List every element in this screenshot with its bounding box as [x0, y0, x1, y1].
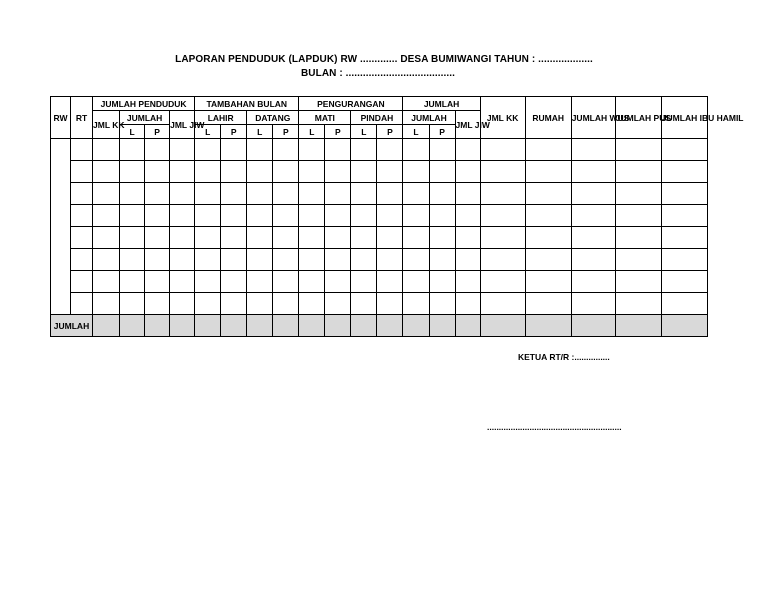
- table-cell[interactable]: [429, 161, 455, 183]
- table-cell[interactable]: [571, 227, 615, 249]
- table-cell[interactable]: [455, 227, 480, 249]
- table-cell[interactable]: [120, 293, 145, 315]
- total-cell[interactable]: [299, 315, 325, 337]
- table-cell[interactable]: [615, 205, 661, 227]
- table-cell[interactable]: [195, 139, 221, 161]
- table-cell[interactable]: [661, 249, 707, 271]
- lp-header-p: P: [325, 125, 351, 139]
- table-cell[interactable]: [525, 293, 571, 315]
- sub-header-mati: MATI: [299, 111, 351, 125]
- table-cell[interactable]: [480, 227, 525, 249]
- table-cell[interactable]: [525, 161, 571, 183]
- table-cell[interactable]: [273, 227, 299, 249]
- table-cell[interactable]: [571, 293, 615, 315]
- table-cell[interactable]: [71, 205, 93, 227]
- table-cell[interactable]: [221, 293, 247, 315]
- table-cell[interactable]: [273, 293, 299, 315]
- sub-header-pindah: PINDAH: [351, 111, 403, 125]
- table-cell[interactable]: [571, 271, 615, 293]
- group-header-tambahan-bulan: TAMBAHAN BULAN: [195, 97, 299, 111]
- table-cell[interactable]: [170, 183, 195, 205]
- table-row: [51, 183, 708, 205]
- col-header-jml-kk: JML KK: [480, 97, 525, 139]
- table-cell[interactable]: [403, 293, 429, 315]
- table-cell[interactable]: [273, 161, 299, 183]
- group-header-jumlah-penduduk: JUMLAH PENDUDUK: [93, 97, 195, 111]
- table-cell[interactable]: [325, 227, 351, 249]
- table-cell[interactable]: [71, 183, 93, 205]
- table-cell[interactable]: [195, 293, 221, 315]
- table-cell[interactable]: [247, 161, 273, 183]
- table-cell[interactable]: [325, 183, 351, 205]
- rw-cell[interactable]: [51, 139, 71, 315]
- population-report-table: [50, 96, 744, 337]
- table-cell[interactable]: [429, 249, 455, 271]
- table-cell[interactable]: [325, 271, 351, 293]
- table-cell[interactable]: [615, 227, 661, 249]
- table-cell[interactable]: [145, 249, 170, 271]
- ketua-rt-label: KETUA RT/R :...............: [518, 352, 610, 362]
- table-cell[interactable]: [325, 161, 351, 183]
- table-cell[interactable]: [170, 139, 195, 161]
- table-cell[interactable]: [195, 183, 221, 205]
- total-cell[interactable]: [273, 315, 299, 337]
- table-cell[interactable]: [120, 227, 145, 249]
- total-cell[interactable]: [615, 315, 661, 337]
- table-cell[interactable]: [221, 271, 247, 293]
- table-cell[interactable]: [221, 161, 247, 183]
- table-cell[interactable]: [403, 161, 429, 183]
- total-cell[interactable]: [351, 315, 377, 337]
- table-cell[interactable]: [221, 227, 247, 249]
- table-cell[interactable]: [221, 139, 247, 161]
- table-cell[interactable]: [377, 227, 403, 249]
- total-cell[interactable]: [525, 315, 571, 337]
- table-cell[interactable]: [120, 249, 145, 271]
- table-cell[interactable]: [221, 205, 247, 227]
- table-cell[interactable]: [480, 183, 525, 205]
- table-cell[interactable]: [480, 271, 525, 293]
- table-cell[interactable]: [571, 139, 615, 161]
- table-cell[interactable]: [145, 183, 170, 205]
- sub-header-datang: DATANG: [247, 111, 299, 125]
- table-cell[interactable]: [273, 249, 299, 271]
- table-cell[interactable]: [615, 249, 661, 271]
- table-cell[interactable]: [195, 249, 221, 271]
- total-cell[interactable]: [429, 315, 455, 337]
- table-cell[interactable]: [170, 271, 195, 293]
- table-cell[interactable]: [120, 139, 145, 161]
- table-cell[interactable]: [429, 205, 455, 227]
- table-cell[interactable]: [170, 249, 195, 271]
- table-cell[interactable]: [615, 139, 661, 161]
- table-cell[interactable]: [93, 271, 120, 293]
- total-cell[interactable]: [403, 315, 429, 337]
- table-cell[interactable]: [455, 205, 480, 227]
- lp-header-p: P: [429, 125, 455, 139]
- table-cell[interactable]: [325, 139, 351, 161]
- table-cell[interactable]: [403, 205, 429, 227]
- table-cell[interactable]: [480, 249, 525, 271]
- total-cell[interactable]: [247, 315, 273, 337]
- table-cell[interactable]: [480, 293, 525, 315]
- table-row: [51, 249, 708, 271]
- col-header-rumah: RUMAH: [525, 97, 571, 139]
- table-row: [51, 139, 708, 161]
- table-cell[interactable]: [221, 183, 247, 205]
- table-cell[interactable]: [247, 227, 273, 249]
- table-cell[interactable]: [145, 293, 170, 315]
- table-cell[interactable]: [615, 161, 661, 183]
- table-cell[interactable]: [299, 227, 325, 249]
- table-cell[interactable]: [299, 161, 325, 183]
- table-cell[interactable]: [71, 161, 93, 183]
- table-cell[interactable]: [429, 227, 455, 249]
- table-cell[interactable]: [273, 183, 299, 205]
- table-cell[interactable]: [571, 183, 615, 205]
- table-cell[interactable]: [93, 293, 120, 315]
- table-cell[interactable]: [480, 205, 525, 227]
- table-cell[interactable]: [71, 139, 93, 161]
- table-cell[interactable]: [661, 183, 707, 205]
- header-row-1: [51, 97, 708, 111]
- table-cell[interactable]: [273, 139, 299, 161]
- table-row: [51, 205, 708, 227]
- table-cell[interactable]: [71, 227, 93, 249]
- table-cell[interactable]: [377, 183, 403, 205]
- table-cell[interactable]: [325, 205, 351, 227]
- table-cell[interactable]: [93, 205, 120, 227]
- table-cell[interactable]: [403, 249, 429, 271]
- table-cell[interactable]: [480, 161, 525, 183]
- table-cell[interactable]: [480, 139, 525, 161]
- total-cell[interactable]: [195, 315, 221, 337]
- table-cell[interactable]: [455, 183, 480, 205]
- table-cell[interactable]: [93, 161, 120, 183]
- table-cell[interactable]: [273, 271, 299, 293]
- table-cell[interactable]: [120, 161, 145, 183]
- table-cell[interactable]: [120, 271, 145, 293]
- table-cell[interactable]: [615, 271, 661, 293]
- table-row: [51, 161, 708, 183]
- table-cell[interactable]: [429, 183, 455, 205]
- table-cell[interactable]: [93, 139, 120, 161]
- table-cell[interactable]: [145, 271, 170, 293]
- table-cell[interactable]: [195, 161, 221, 183]
- table-cell[interactable]: [661, 139, 707, 161]
- table-cell[interactable]: [325, 293, 351, 315]
- table-cell[interactable]: [71, 293, 93, 315]
- table-cell[interactable]: [145, 161, 170, 183]
- table-cell[interactable]: [455, 161, 480, 183]
- table-cell[interactable]: [615, 293, 661, 315]
- table-cell[interactable]: [661, 293, 707, 315]
- total-cell[interactable]: [377, 315, 403, 337]
- total-cell[interactable]: [661, 315, 707, 337]
- table-cell[interactable]: [377, 249, 403, 271]
- lp-header-p: P: [221, 125, 247, 139]
- sub-header-jml-kk: JML KK: [93, 111, 120, 139]
- total-cell[interactable]: [221, 315, 247, 337]
- table-row: [51, 227, 708, 249]
- table-cell[interactable]: [145, 139, 170, 161]
- table-cell[interactable]: [351, 271, 377, 293]
- table-cell[interactable]: [247, 139, 273, 161]
- table-cell[interactable]: [351, 183, 377, 205]
- table-cell[interactable]: [351, 205, 377, 227]
- table-cell[interactable]: [377, 271, 403, 293]
- lp-header-l: L: [351, 125, 377, 139]
- sub-header-jml-jiw-2: JML JIW: [455, 111, 480, 139]
- group-header-pengurangan: PENGURANGAN: [299, 97, 403, 111]
- table-cell[interactable]: [325, 249, 351, 271]
- table-cell[interactable]: [93, 183, 120, 205]
- table-cell[interactable]: [525, 183, 571, 205]
- table-cell[interactable]: [661, 271, 707, 293]
- table-cell[interactable]: [615, 183, 661, 205]
- table-cell[interactable]: [455, 271, 480, 293]
- table-cell[interactable]: [403, 183, 429, 205]
- table-cell[interactable]: [299, 183, 325, 205]
- table-row: [51, 293, 708, 315]
- table-cell[interactable]: [247, 271, 273, 293]
- total-cell[interactable]: [170, 315, 195, 337]
- lp-header-l: L: [247, 125, 273, 139]
- table-cell[interactable]: [299, 249, 325, 271]
- sub-header-lahir: LAHIR: [195, 111, 247, 125]
- total-cell[interactable]: [145, 315, 170, 337]
- table-cell[interactable]: [120, 205, 145, 227]
- table-cell[interactable]: [525, 271, 571, 293]
- table-cell[interactable]: [429, 293, 455, 315]
- col-header-rw: RW: [51, 97, 71, 139]
- table-cell[interactable]: [429, 271, 455, 293]
- sub-header-jumlah: JUMLAH: [120, 111, 170, 125]
- table-cell[interactable]: [571, 249, 615, 271]
- col-header-jumlah-pus: JUMLAH PUS: [615, 97, 661, 139]
- table-cell[interactable]: [195, 271, 221, 293]
- table-cell[interactable]: [351, 249, 377, 271]
- lp-header-p: P: [273, 125, 299, 139]
- table-cell[interactable]: [455, 139, 480, 161]
- table-cell[interactable]: [525, 139, 571, 161]
- table-cell[interactable]: [299, 205, 325, 227]
- table-cell[interactable]: [661, 205, 707, 227]
- report-month-line: BULAN : ......................................: [300, 68, 456, 79]
- table-cell[interactable]: [525, 249, 571, 271]
- col-header-jumlah-ibu-hamil: JUMLAH IBU HAMIL: [661, 97, 707, 139]
- lp-header-p: P: [377, 125, 403, 139]
- col-header-jumlah-wus: JUMLAH WUS: [571, 97, 615, 139]
- table-cell[interactable]: [377, 139, 403, 161]
- table-cell[interactable]: [525, 205, 571, 227]
- table-cell[interactable]: [221, 249, 247, 271]
- total-cell[interactable]: [120, 315, 145, 337]
- total-cell[interactable]: [455, 315, 480, 337]
- table-cell[interactable]: [351, 293, 377, 315]
- table-cell[interactable]: [93, 249, 120, 271]
- table-cell[interactable]: [377, 205, 403, 227]
- total-cell[interactable]: [571, 315, 615, 337]
- signature-line[interactable]: .........................................................: [487, 422, 622, 432]
- table-cell[interactable]: [247, 183, 273, 205]
- table-cell[interactable]: [71, 249, 93, 271]
- table-cell[interactable]: [195, 227, 221, 249]
- table-cell[interactable]: [351, 161, 377, 183]
- table-cell[interactable]: [351, 139, 377, 161]
- table-cell[interactable]: [299, 293, 325, 315]
- table-cell[interactable]: [571, 205, 615, 227]
- lp-header-l: L: [195, 125, 221, 139]
- lp-header-p: P: [145, 125, 170, 139]
- table-cell[interactable]: [299, 271, 325, 293]
- table-cell[interactable]: [170, 227, 195, 249]
- table-cell[interactable]: [525, 227, 571, 249]
- table-cell[interactable]: [351, 227, 377, 249]
- table-cell[interactable]: [247, 205, 273, 227]
- table-cell[interactable]: [403, 271, 429, 293]
- table-cell[interactable]: [377, 293, 403, 315]
- table-cell[interactable]: [661, 227, 707, 249]
- total-cell[interactable]: [93, 315, 120, 337]
- sub-header-jml-jiw: JML JIW: [170, 111, 195, 139]
- table-cell[interactable]: [195, 205, 221, 227]
- table-cell[interactable]: [93, 227, 120, 249]
- table-cell[interactable]: [145, 205, 170, 227]
- table-cell[interactable]: [377, 161, 403, 183]
- table-cell[interactable]: [71, 271, 93, 293]
- table-cell[interactable]: [455, 249, 480, 271]
- table-cell[interactable]: [170, 293, 195, 315]
- table-cell[interactable]: [429, 139, 455, 161]
- sub-header-jumlah-2: JUMLAH: [403, 111, 455, 125]
- total-label: JUMLAH: [51, 315, 93, 337]
- lp-header-l: L: [299, 125, 325, 139]
- table-cell[interactable]: [145, 227, 170, 249]
- total-row: [51, 315, 708, 337]
- table-cell[interactable]: [661, 161, 707, 183]
- col-header-rt: RT: [71, 97, 93, 139]
- table-cell[interactable]: [247, 293, 273, 315]
- table-cell[interactable]: [571, 161, 615, 183]
- table-cell[interactable]: [273, 205, 299, 227]
- table-cell[interactable]: [170, 205, 195, 227]
- table-row: [51, 271, 708, 293]
- group-header-jumlah: JUMLAH: [403, 97, 480, 111]
- report-title: LAPORAN PENDUDUK (LAPDUK) RW ............. DESA BUMIWANGI TAHUN : ...................: [175, 54, 593, 65]
- table-cell[interactable]: [170, 161, 195, 183]
- table-cell[interactable]: [403, 139, 429, 161]
- table-cell[interactable]: [120, 183, 145, 205]
- table-cell[interactable]: [403, 227, 429, 249]
- total-cell[interactable]: [480, 315, 525, 337]
- table-cell[interactable]: [299, 139, 325, 161]
- table-cell[interactable]: [247, 249, 273, 271]
- lp-header-l: L: [403, 125, 429, 139]
- table-cell[interactable]: [455, 293, 480, 315]
- lp-header-l: L: [120, 125, 145, 139]
- total-cell[interactable]: [325, 315, 351, 337]
